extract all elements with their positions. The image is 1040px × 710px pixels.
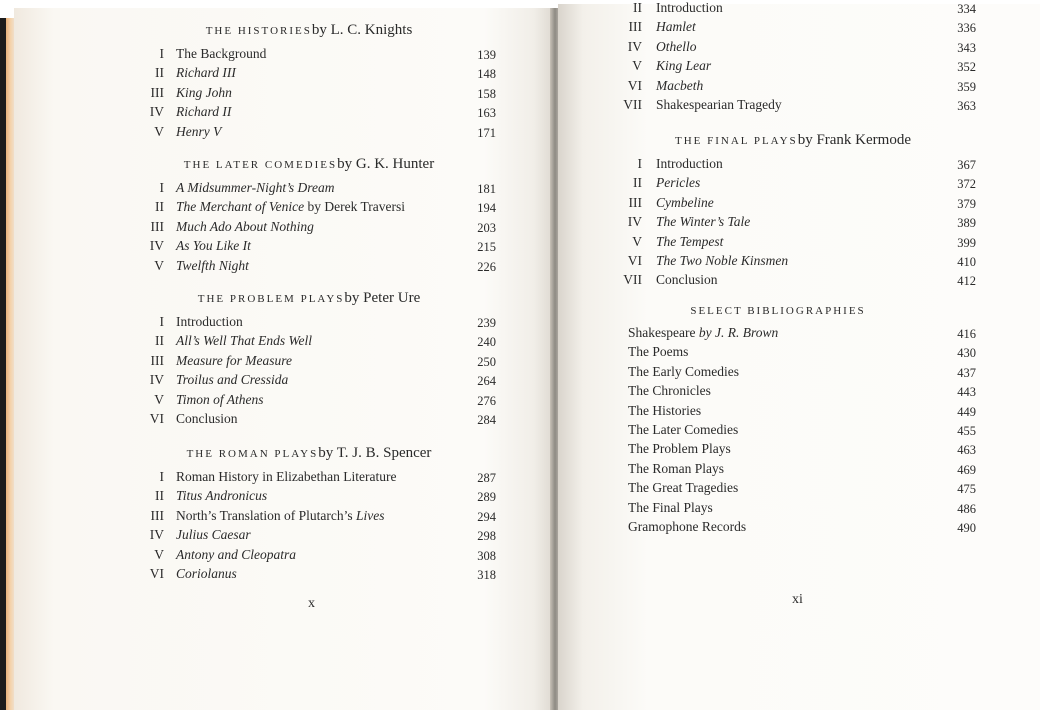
section-heading-caps: THE HISTORIES	[205, 25, 312, 37]
contents-entry	[14, 314, 514, 333]
page-number: 486	[957, 501, 976, 516]
bibliography-title: Gramophone Records	[628, 519, 747, 534]
page-number: 181	[477, 182, 496, 196]
bibliography-heading: SELECT BIBLIOGRAPHIES	[690, 305, 866, 317]
page-number: 437	[957, 365, 976, 380]
chapter-number: I	[159, 469, 164, 484]
chapter-number: I	[159, 46, 164, 61]
contents-entry	[14, 333, 514, 352]
chapter-title-italic: Lives	[356, 507, 385, 523]
bibliography-title: The Great Tragedies	[628, 480, 739, 496]
chapter-title	[176, 199, 405, 215]
bibliography-entry	[628, 441, 998, 460]
chapter-title-text: A Midsummer-Night’s Dream	[176, 180, 335, 195]
chapter-title: Macbeth	[656, 77, 704, 93]
page-number: 367	[957, 158, 976, 172]
bibliography-entry	[628, 325, 998, 344]
chapter-title-text: Troilus and Cressida	[176, 372, 289, 388]
page-number: 372	[957, 177, 976, 192]
page-number: 158	[477, 86, 496, 101]
section-heading-caps: THE LATER COMEDIES	[183, 159, 338, 171]
chapter-title-text: King John	[176, 84, 232, 100]
contents-entry	[14, 488, 514, 507]
bibliography-entry	[628, 461, 998, 480]
page-number: 148	[477, 67, 496, 82]
page-number: 490	[957, 521, 976, 535]
chapter-title-text: Measure for Measure	[176, 352, 292, 368]
chapter-number: V	[154, 391, 164, 407]
chapter-title	[176, 411, 238, 427]
page-number: 239	[477, 316, 496, 330]
chapter-title	[176, 314, 243, 330]
chapter-title	[176, 333, 312, 349]
page-number: 139	[477, 48, 496, 62]
page-number: 412	[957, 274, 976, 289]
page-number: 389	[957, 216, 976, 231]
contents-entry	[14, 411, 514, 430]
chapter-title	[176, 238, 251, 254]
bibliography-entry	[628, 422, 998, 441]
page-number: 455	[957, 424, 976, 438]
chapter-title: The Tempest	[656, 233, 724, 249]
bibliography-entry	[628, 519, 998, 538]
chapter-title-text: The Background	[176, 46, 267, 61]
chapter-title-text: Timon of Athens	[176, 391, 264, 407]
chapter-title-text: Conclusion	[176, 411, 238, 426]
chapter-title	[176, 353, 292, 369]
chapter-title-text: Roman History in Elizabethan Literature	[176, 469, 397, 484]
page-number: 410	[957, 255, 976, 269]
chapter-title	[176, 124, 221, 140]
chapter-title	[176, 547, 296, 563]
chapter-title	[176, 46, 266, 62]
contents-entry	[558, 156, 998, 175]
bibliography-title: The Early Comedies	[628, 363, 739, 379]
section-heading-author: by Peter Ure	[344, 290, 421, 306]
chapter-number: IV	[149, 527, 164, 543]
contents-entry	[14, 469, 514, 488]
page-number: 287	[477, 471, 496, 485]
bibliography-title: The Later Comedies	[628, 422, 739, 437]
page-number: 171	[477, 125, 496, 140]
contents-entry	[14, 353, 514, 372]
page-number: 463	[957, 443, 976, 458]
folio-number: x	[308, 596, 315, 611]
chapter-number: III	[150, 218, 164, 234]
contents-entry	[14, 508, 514, 527]
contents-entry	[14, 199, 514, 218]
chapter-title-text: Julius Caesar	[176, 527, 251, 543]
contents-entry	[558, 78, 998, 97]
chapter-title	[176, 508, 385, 524]
chapter-number: IV	[149, 372, 164, 388]
right-page	[558, 0, 1040, 710]
page-number: 359	[957, 79, 976, 94]
section-heading-author: by L. C. Knights	[311, 22, 413, 38]
section-heading-caps: THE ROMAN PLAYS	[186, 448, 319, 460]
chapter-number: V	[154, 546, 164, 562]
chapter-number: III	[628, 19, 642, 35]
contents-entry	[14, 566, 514, 585]
chapter-title: The Winter’s Tale	[656, 214, 751, 230]
bibliography-entry	[628, 344, 998, 363]
bibliography-entry	[628, 403, 998, 422]
contents-entry	[558, 39, 998, 58]
chapter-author: by Derek Traversi	[304, 199, 405, 215]
contents-entry	[14, 104, 514, 123]
chapter-number: V	[632, 58, 642, 74]
chapter-title-text: Introduction	[176, 314, 243, 329]
page-number: 399	[957, 235, 976, 250]
chapter-number: IV	[627, 214, 642, 230]
chapter-number: II	[633, 175, 642, 191]
chapter-number: II	[633, 0, 642, 15]
chapter-title	[176, 65, 236, 81]
page-number: 334	[957, 2, 976, 16]
chapter-number: I	[637, 156, 642, 171]
chapter-title-text: As You Like It	[176, 238, 251, 254]
page-number: 276	[477, 393, 496, 408]
chapter-title-text: Twelfth Night	[176, 257, 249, 273]
chapter-title	[176, 258, 249, 274]
chapter-title-text: All’s Well That Ends Well	[176, 333, 313, 349]
bibliography-entry	[628, 480, 998, 499]
page-number: 294	[477, 509, 496, 524]
contents-entry	[558, 0, 998, 19]
chapter-title	[176, 372, 288, 388]
page-number: 343	[957, 40, 976, 55]
contents-entry	[14, 372, 514, 391]
page-number: 215	[477, 240, 496, 255]
chapter-title	[176, 469, 396, 485]
chapter-title-text: Richard III	[176, 65, 236, 81]
bibliography-title: The Chronicles	[628, 383, 711, 399]
page-number: 163	[477, 106, 496, 121]
chapter-title	[176, 392, 264, 408]
bibliography-entry	[628, 364, 998, 383]
chapter-title-text: Coriolanus	[176, 566, 237, 581]
contents-entry	[14, 65, 514, 84]
page-number: 379	[957, 196, 976, 211]
chapter-number: V	[154, 123, 164, 139]
chapter-title: Cymbeline	[656, 194, 714, 210]
chapter-title: Hamlet	[656, 19, 696, 35]
chapter-title: Pericles	[656, 175, 701, 191]
contents-entry	[558, 19, 998, 38]
chapter-number: V	[154, 257, 164, 273]
page-number: 203	[477, 220, 496, 235]
bibliography-title: The Roman Plays	[628, 460, 724, 476]
contents-entry	[558, 175, 998, 194]
bibliography-entry	[628, 383, 998, 402]
page-number: 298	[477, 529, 496, 544]
chapter-title: The Two Noble Kinsmen	[656, 253, 789, 268]
chapter-number: II	[155, 333, 164, 349]
chapter-title-text: Richard II	[176, 104, 232, 120]
chapter-title-text: The Merchant of Venice	[176, 199, 305, 215]
chapter-number: II	[155, 488, 164, 504]
chapter-number: V	[632, 233, 642, 249]
chapter-number: VI	[627, 253, 642, 268]
chapter-number: III	[150, 84, 164, 100]
section-heading-caps: THE PROBLEM PLAYS	[197, 293, 345, 305]
contents-entry	[14, 219, 514, 238]
contents-entry	[14, 258, 514, 277]
chapter-title-text: North’s Translation of Plutarch’s	[176, 507, 357, 523]
chapter-number: VI	[627, 77, 642, 93]
chapter-title: King Lear	[656, 58, 712, 74]
contents-entry	[14, 180, 514, 199]
chapter-title: Introduction	[656, 156, 723, 171]
page-number: 240	[477, 335, 496, 350]
page-number: 475	[957, 482, 976, 497]
page-number: 264	[477, 374, 496, 389]
chapter-title	[176, 180, 334, 196]
contents-entry	[558, 195, 998, 214]
contents-entry	[558, 234, 998, 253]
chapter-number: IV	[627, 38, 642, 54]
chapter-title-text: Much Ado About Nothing	[176, 218, 314, 234]
contents-entry	[14, 46, 514, 65]
page-number: 194	[477, 201, 496, 216]
chapter-title	[176, 527, 251, 543]
section-heading	[558, 132, 1028, 149]
section-heading	[14, 22, 604, 39]
chapter-title: Shakespearian Tragedy	[656, 97, 782, 112]
chapter-number: II	[155, 199, 164, 215]
section-heading	[14, 290, 604, 307]
chapter-number: III	[150, 507, 164, 523]
chapter-number: VI	[149, 411, 164, 426]
page-number: 352	[957, 60, 976, 75]
bibliography-title: The Poems	[628, 344, 689, 360]
left-page	[14, 8, 554, 710]
contents-entry	[558, 97, 998, 116]
chapter-number: IV	[149, 104, 164, 120]
chapter-title-text: Titus Andronicus	[176, 488, 268, 504]
page-number: 318	[477, 568, 496, 582]
section-heading	[14, 156, 604, 173]
bibliography-author: by J. R. Brown	[698, 325, 779, 340]
page-number: 308	[477, 548, 496, 563]
chapter-title-text: Henry V	[176, 123, 222, 139]
page-number: 416	[957, 327, 976, 341]
contents-entry	[558, 253, 998, 272]
bibliography-title: The Problem Plays	[628, 441, 731, 457]
page-number: 443	[957, 385, 976, 400]
chapter-title	[176, 488, 267, 504]
page-number: 449	[957, 404, 976, 419]
page-number: 336	[957, 21, 976, 36]
bibliography-entry	[628, 500, 998, 519]
chapter-title-text: Antony and Cleopatra	[176, 546, 296, 562]
page-number: 289	[477, 490, 496, 505]
chapter-title: Conclusion	[656, 272, 718, 288]
chapter-number: I	[159, 180, 164, 195]
chapter-title	[176, 219, 314, 235]
chapter-title	[176, 566, 237, 582]
contents-entry	[558, 272, 998, 291]
section-heading-author: by G. K. Hunter	[337, 156, 435, 172]
page-number: 430	[957, 346, 976, 361]
section-heading-author: by Frank Kermode	[797, 132, 911, 148]
chapter-title: Introduction	[656, 0, 723, 15]
chapter-title	[176, 85, 232, 101]
bibliography-title: Shakespeare	[628, 325, 699, 340]
chapter-number: VI	[149, 566, 164, 581]
contents-entry	[14, 547, 514, 566]
contents-entry	[14, 85, 514, 104]
chapter-number: III	[628, 194, 642, 210]
chapter-title	[176, 104, 231, 120]
page-number: 284	[477, 413, 496, 427]
section-heading-author: by T. J. B. Spencer	[318, 445, 432, 461]
contents-entry	[558, 58, 998, 77]
contents-entry	[14, 392, 514, 411]
page-number: 363	[957, 99, 976, 113]
section-heading	[14, 445, 604, 462]
chapter-number: IV	[149, 238, 164, 254]
page-number: 469	[957, 462, 976, 477]
contents-entry	[14, 527, 514, 546]
contents-entry	[14, 238, 514, 257]
chapter-number: III	[150, 352, 164, 368]
folio-number: xi	[792, 592, 803, 607]
chapter-title: Othello	[656, 38, 697, 54]
contents-entry	[14, 124, 514, 143]
section-heading-caps: THE FINAL PLAYS	[674, 135, 798, 147]
chapter-number: VII	[623, 272, 642, 288]
chapter-number: II	[155, 65, 164, 81]
page-number: 226	[477, 259, 496, 274]
chapter-number: I	[159, 314, 164, 329]
bibliography-title: The Final Plays	[628, 499, 713, 515]
chapter-number: VII	[623, 97, 642, 112]
bibliography-title: The Histories	[628, 402, 702, 418]
contents-entry	[558, 214, 998, 233]
page-number: 250	[477, 354, 496, 369]
